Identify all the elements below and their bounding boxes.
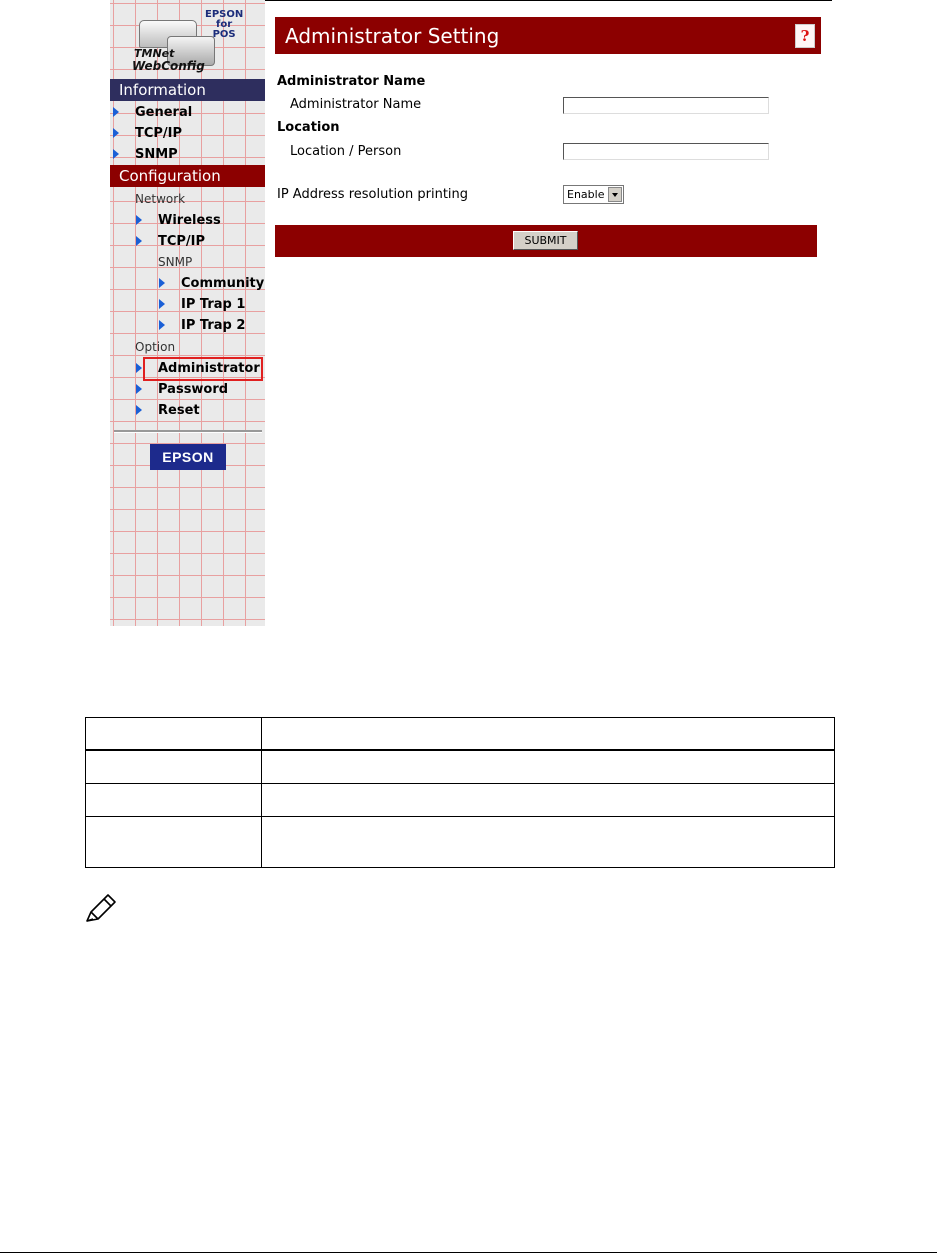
sidebar-item-info-tcpip[interactable]: TCP/IP xyxy=(113,126,182,142)
ip-resolution-value: Enable xyxy=(567,188,605,201)
snmp-label: SNMP xyxy=(158,255,193,269)
page-title: Administrator Setting xyxy=(285,24,500,48)
arrow-icon xyxy=(136,363,142,373)
tmnet-webconfig-logo xyxy=(125,6,243,78)
sidebar-item-config-tcpip[interactable]: TCP/IP xyxy=(136,234,205,250)
sidebar-item-administrator[interactable]: Administrator xyxy=(136,361,260,377)
admin-name-label: Administrator Name xyxy=(290,97,422,112)
sidebar-item-ip-trap-2[interactable]: IP Trap 2 xyxy=(159,318,245,334)
sidebar-item-reset[interactable]: Reset xyxy=(136,403,200,419)
location-section-heading: Location xyxy=(277,120,340,135)
sidebar-divider xyxy=(114,430,262,433)
network-label: Network xyxy=(135,192,186,206)
settings-table xyxy=(85,717,835,868)
logo-line2: WebConfig xyxy=(132,59,205,73)
table-rule xyxy=(85,717,86,868)
admin-section-heading: Administrator Name xyxy=(277,74,426,89)
information-header: Information xyxy=(110,79,265,101)
table-rule xyxy=(85,783,835,784)
sidebar-item-password[interactable]: Password xyxy=(136,382,228,398)
table-rule xyxy=(85,816,835,817)
option-label: Option xyxy=(135,340,176,354)
sidebar-item-ip-trap-1[interactable]: IP Trap 1 xyxy=(159,297,245,313)
epson-logo[interactable]: EPSON xyxy=(150,444,226,470)
title-bar xyxy=(275,17,821,54)
arrow-icon xyxy=(159,320,165,330)
bottom-rule xyxy=(0,1252,937,1253)
configuration-header: Configuration xyxy=(110,165,265,187)
ip-resolution-label: IP Address resolution printing xyxy=(277,187,469,202)
admin-name-input[interactable] xyxy=(563,97,769,114)
logo-line1: TMNet xyxy=(134,47,175,60)
table-rule xyxy=(261,717,262,868)
location-person-label: Location / Person xyxy=(290,144,402,159)
table-rule xyxy=(85,867,835,868)
arrow-icon xyxy=(113,107,119,117)
sidebar-item-info-snmp[interactable]: SNMP xyxy=(113,147,178,163)
arrow-icon xyxy=(136,405,142,415)
help-icon[interactable]: ? xyxy=(795,24,815,48)
table-rule xyxy=(834,717,835,868)
arrow-icon xyxy=(136,236,142,246)
sidebar-item-community[interactable]: Community xyxy=(159,276,264,292)
submit-bar xyxy=(275,225,817,257)
epson-for-pos-text: EPSON for POS xyxy=(205,9,244,40)
arrow-icon xyxy=(113,128,119,138)
arrow-icon xyxy=(159,278,165,288)
ip-resolution-select[interactable] xyxy=(563,185,624,204)
arrow-icon xyxy=(113,149,119,159)
sidebar-item-general[interactable]: General xyxy=(113,105,192,121)
arrow-icon xyxy=(159,299,165,309)
sidebar-item-wireless[interactable]: Wireless xyxy=(136,213,221,229)
location-person-input[interactable] xyxy=(563,143,769,160)
submit-button[interactable]: SUBMIT xyxy=(513,231,578,250)
pencil-icon xyxy=(84,892,122,924)
table-header-rule xyxy=(85,749,835,751)
table-rule xyxy=(85,717,835,718)
arrow-icon xyxy=(136,215,142,225)
chevron-down-icon[interactable] xyxy=(608,187,622,202)
arrow-icon xyxy=(136,384,142,394)
sidebar xyxy=(110,0,265,626)
